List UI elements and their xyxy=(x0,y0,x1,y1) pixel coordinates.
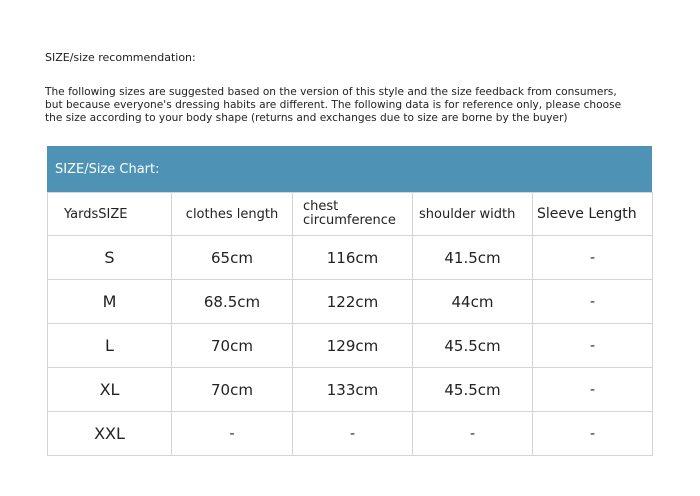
column-header-chest-circumference: chest circumference xyxy=(293,193,413,236)
size-cell: S xyxy=(48,236,172,280)
size-cell: XXL xyxy=(48,412,172,456)
sleeve-cell: - xyxy=(533,280,653,324)
intro-line: the size according to your body shape (returns and exchanges due to size are borne by the buyer) xyxy=(45,112,568,124)
column-header-clothes-length: clothes length xyxy=(172,193,293,236)
column-header-sleeve-length: Sleeve Length xyxy=(533,193,653,236)
size-cell: L xyxy=(48,324,172,368)
chest-cell: 116cm xyxy=(293,236,413,280)
table-row xyxy=(48,368,653,412)
sleeve-cell: - xyxy=(533,324,653,368)
clothes-length-cell: 70cm xyxy=(172,368,293,412)
size-cell: XL xyxy=(48,368,172,412)
shoulder-cell: 45.5cm xyxy=(413,324,533,368)
sleeve-cell: - xyxy=(533,368,653,412)
shoulder-cell: 41.5cm xyxy=(413,236,533,280)
chest-cell: 122cm xyxy=(293,280,413,324)
page-heading: SIZE/size recommendation: xyxy=(45,51,196,64)
sleeve-cell: - xyxy=(533,412,653,456)
size-chart xyxy=(47,146,652,456)
clothes-length-cell: 70cm xyxy=(172,324,293,368)
shoulder-cell: 44cm xyxy=(413,280,533,324)
chest-cell: 129cm xyxy=(293,324,413,368)
table-header-row xyxy=(48,193,653,236)
chest-cell: - xyxy=(293,412,413,456)
size-cell: M xyxy=(48,280,172,324)
sleeve-cell: - xyxy=(533,236,653,280)
column-header-shoulder-width: shoulder width xyxy=(413,193,533,236)
table-row xyxy=(48,280,653,324)
clothes-length-cell: 68.5cm xyxy=(172,280,293,324)
clothes-length-cell: 65cm xyxy=(172,236,293,280)
table-row xyxy=(48,236,653,280)
clothes-length-cell: - xyxy=(172,412,293,456)
size-table xyxy=(47,192,653,456)
shoulder-cell: 45.5cm xyxy=(413,368,533,412)
chest-cell: 133cm xyxy=(293,368,413,412)
intro-line: The following sizes are suggested based on the version of this style and the size feedback from consumers, xyxy=(45,86,617,98)
shoulder-cell: - xyxy=(413,412,533,456)
intro-line: but because everyone's dressing habits are different. The following data is for reference only, please choose xyxy=(45,99,622,111)
table-row xyxy=(48,412,653,456)
size-chart-title: SIZE/Size Chart: xyxy=(47,146,652,192)
table-row xyxy=(48,324,653,368)
column-header-size: YardsSIZE xyxy=(48,193,172,236)
intro-paragraph xyxy=(45,86,670,125)
